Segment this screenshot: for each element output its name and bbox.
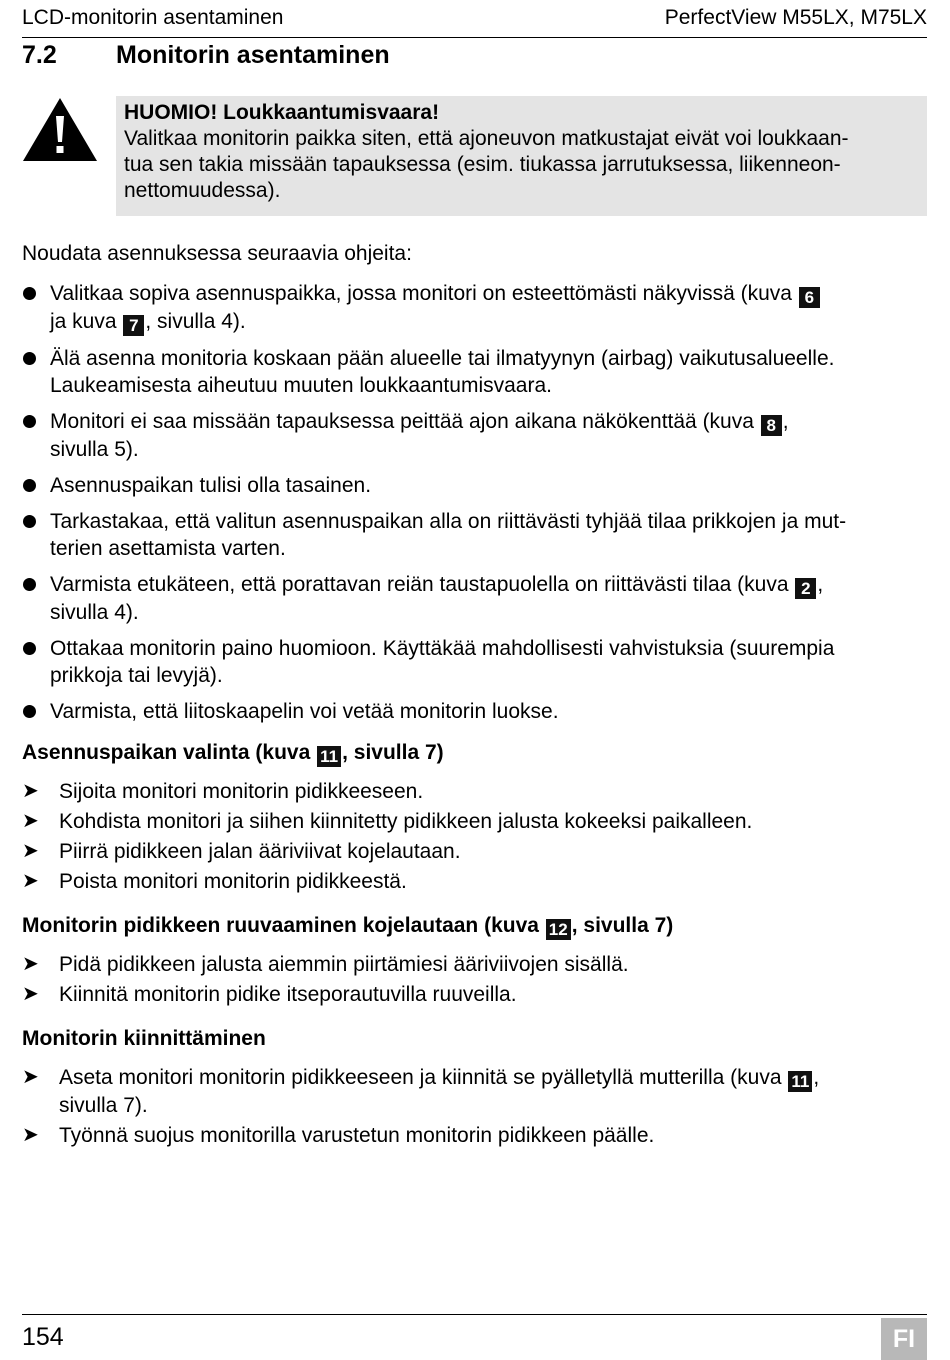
bullet-icon <box>23 642 36 655</box>
figure-ref-badge: 11 <box>788 1071 812 1092</box>
subheading-screwing: Monitorin pidikkeen ruuvaaminen kojelautaan (kuva 12 , sivulla 7) <box>22 914 674 939</box>
section-title: Monitorin asentaminen <box>116 41 390 69</box>
arrow-icon: ➤ <box>22 840 39 862</box>
list-item: Monitori ei saa missään tapauksessa peittää ajon aikana näkökenttää (kuva 8 , sivulla 5). <box>22 408 927 463</box>
step-item: ➤ Pidä pidikkeen jalusta aiemmin piirtämiesi ääriviivojen sisällä. <box>22 953 629 976</box>
step-item: ➤ Kiinnitä monitorin pidike itseporautuvilla ruuveilla. <box>22 983 517 1006</box>
list-item: Valitkaa sopiva asennuspaikka, jossa monitori on esteettömästi näkyvissä (kuva 6 ja kuva 7 , sivulla 4). <box>22 280 927 336</box>
steps-screwing-list <box>22 951 927 1011</box>
arrow-icon: ➤ <box>22 1124 39 1146</box>
arrow-icon: ➤ <box>22 983 39 1005</box>
header-product: PerfectView M55LX, M75LX <box>664 6 927 29</box>
warning-line: nettomuudessa). <box>124 179 281 202</box>
step-item: ➤ Työnnä suojus monitorilla varustetun monitorin pidikkeen päälle. <box>22 1124 655 1147</box>
arrow-icon: ➤ <box>22 1066 39 1088</box>
header-rule <box>22 37 927 38</box>
bullet-icon <box>23 578 36 591</box>
figure-ref-badge: 8 <box>761 415 782 436</box>
bullet-icon <box>23 515 36 528</box>
step-item: ➤ Kohdista monitori ja siihen kiinnitetty pidikkeen jalusta kokeeksi paikalleen. <box>22 810 753 833</box>
arrow-icon: ➤ <box>22 780 39 802</box>
figure-ref-badge: 2 <box>795 578 816 599</box>
bullet-icon <box>23 705 36 718</box>
list-item: Varmista, että liitoskaapelin voi vetää monitorin luokse. <box>22 698 927 725</box>
warning-line: tua sen takia missään tapauksessa (esim. tiukassa jarrutuksessa, liikenneon- <box>124 153 841 176</box>
list-item: Älä asenna monitoria koskaan pään alueelle tai ilmatyynyn (airbag) vaikutusalueelle. Laukeamisesta aiheutuu muuten loukkaantumisvaara. <box>22 345 927 399</box>
list-item: Asennuspaikan tulisi olla tasainen. <box>22 472 927 499</box>
bullet-icon <box>23 352 36 365</box>
step-item: ➤ Aseta monitori monitorin pidikkeeseen ja kiinnitä se pyälletyllä mutterilla (kuva 11 , sivulla 7). <box>22 1066 820 1117</box>
steps-location-list <box>22 778 927 898</box>
steps-mounting-list <box>22 1064 927 1152</box>
list-item: Ottakaa monitorin paino huomioon. Käyttäkää mahdollisesti vahvistuksia (suurempia prikkoja tai levyjä). <box>22 635 927 689</box>
manual-page <box>22 0 927 1360</box>
arrow-icon: ➤ <box>22 870 39 892</box>
page-number: 154 <box>22 1323 64 1351</box>
figure-ref-badge: 6 <box>799 287 820 308</box>
bullet-icon <box>23 287 36 300</box>
bullet-icon <box>23 415 36 428</box>
figure-ref-badge: 7 <box>123 315 144 336</box>
arrow-icon: ➤ <box>22 953 39 975</box>
subheading-mounting: Monitorin kiinnittäminen <box>22 1027 266 1050</box>
language-tab: FI <box>881 1318 927 1360</box>
step-item: ➤ Sijoita monitori monitorin pidikkeeseen. <box>22 780 424 803</box>
bullet-icon <box>23 479 36 492</box>
list-item: Varmista etukäteen, että porattavan reiän taustapuolella on riittävästi tilaa (kuva 2 , sivulla 4). <box>22 571 927 626</box>
warning-triangle-icon <box>22 96 98 162</box>
arrow-icon: ➤ <box>22 810 39 832</box>
section-number: 7.2 <box>22 41 57 69</box>
figure-ref-badge: 12 <box>546 919 571 940</box>
installation-guidelines-list <box>22 280 927 734</box>
list-item: Tarkastakaa, että valitun asennuspaikan alla on riittävästi tyhjää tilaa prikkojen ja mut- terien asettamista varten. <box>22 508 927 562</box>
warning-title: HUOMIO! Loukkaantumisvaara! <box>124 101 440 124</box>
section-heading <box>22 41 390 70</box>
running-header <box>22 6 927 32</box>
step-item: ➤ Poista monitori monitorin pidikkeestä. <box>22 870 407 893</box>
instructions-intro: Noudata asennuksessa seuraavia ohjeita: <box>22 242 412 265</box>
step-item: ➤ Piirrä pidikkeen jalan ääriviivat kojelautaan. <box>22 840 461 863</box>
subheading-location: Asennuspaikan valinta (kuva 11 , sivulla 7) <box>22 741 444 766</box>
warning-box <box>116 96 927 216</box>
header-chapter: LCD-monitorin asentaminen <box>22 6 284 29</box>
warning-line: Valitkaa monitorin paikka siten, että ajoneuvon matkustajat eivät voi loukkaan- <box>124 127 849 150</box>
figure-ref-badge: 11 <box>317 746 341 767</box>
footer-rule <box>22 1314 927 1315</box>
